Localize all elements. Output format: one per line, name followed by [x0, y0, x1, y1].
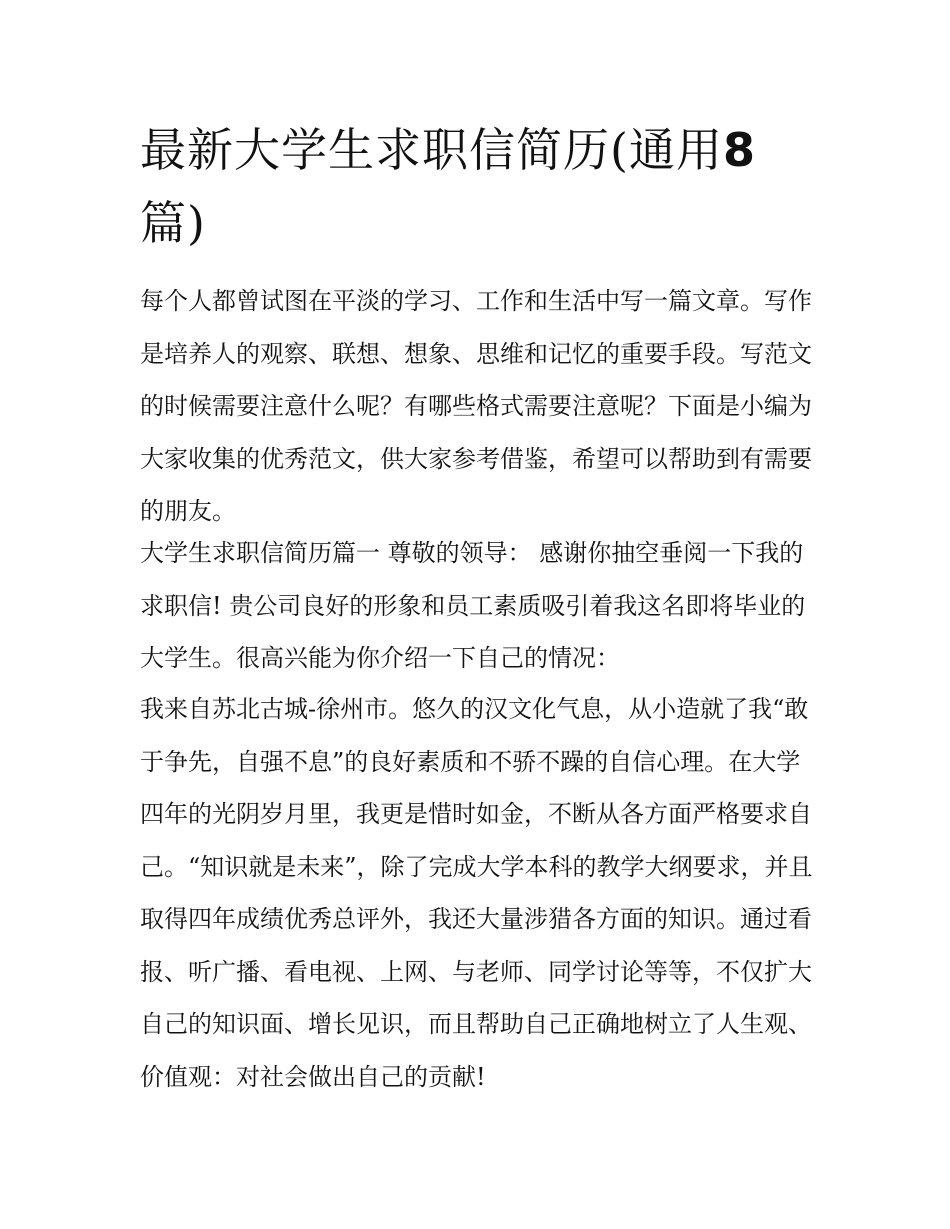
title-number: 8 [722, 123, 756, 177]
document-title [140, 114, 820, 260]
title-tail: 篇) [140, 196, 206, 250]
background-paragraph: 我来自苏北古城-徐州市。悠久的汉文化气息，从小造就了我“敢于争先，自强不息”的良好素质和不骄不躁的自信心理。在大学四年的光阴岁月里，我更是惜时如金，不断从各方面严格要求自己。“知识就是未来”，除了完成大学本科的教学大纲要求，并且取得四年成绩优秀总评外，我还大量涉猎各方面的知识。通过看报、听广播、看电视、上网、与老师、同学讨论等等，不仅扩大自己的知识面、增长见识，而且帮助自己正确地树立了人生观、价值观：对社会做出自己的贡献! [140, 695, 813, 1091]
intro-paragraph: 每个人都曾试图在平淡的学习、工作和生活中写一篇文章。写作是培养人的观察、联想、想象、思维和记忆的重要手段。写范文的时候需要注意什么呢？有哪些格式需要注意呢？下面是小编为大家收集的优秀范文，供大家参考借鉴，希望可以帮助到有需要的朋友。 [140, 287, 812, 525]
title-main: 最新大学生求职信简历(通用 [140, 123, 723, 177]
letter-opening-paragraph: 大学生求职信简历篇一 尊敬的领导： 感谢你抽空垂阅一下我的求职信! 贵公司良好的形象和员工素质吸引着我这名即将毕业的大学生。很高兴能为你介绍一下自己的情况： [140, 539, 806, 672]
